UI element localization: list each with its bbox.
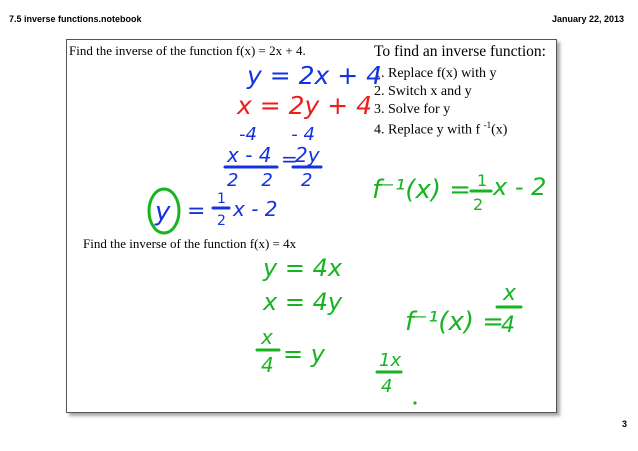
p2-answer-den: 4 <box>501 313 515 338</box>
p1-line4-num-left: x - 4 <box>227 143 272 167</box>
step-3: 3. Solve for y <box>374 102 451 117</box>
p2-line3-num: x <box>261 325 273 349</box>
step-4-text: 4. Replace y with f <box>374 122 481 138</box>
page-number: 3 <box>621 419 627 429</box>
handwriting-layer <box>67 40 556 412</box>
step-1: 1. Replace f(x) with y <box>374 66 497 81</box>
step-2: 2. Switch x and y <box>374 84 472 99</box>
p1-answer-tail: x - 2 <box>493 173 547 201</box>
p1-line5-tail: x - 2 <box>233 197 278 221</box>
notebook-page <box>66 39 557 413</box>
p1-answer-num: 1 <box>477 171 488 190</box>
notebook-date: January 22, 2013 <box>551 14 624 24</box>
p1-line2: x = 2y + 4 <box>237 91 373 120</box>
p2-line3-den: 4 <box>261 353 274 377</box>
p1-line4-num-right: 2y <box>295 143 320 167</box>
p1-line5-den: 2 <box>217 213 226 229</box>
p2-answer-num: x <box>503 281 517 306</box>
p1-line5-y: y <box>155 197 171 227</box>
p1-line4-den-right: 2 <box>301 170 313 191</box>
p2-line2: x = 4y <box>263 288 343 316</box>
p1-answer-den: 2 <box>473 195 484 214</box>
p1-answer-lead: f⁻¹(x) = <box>372 175 472 205</box>
p1-line4-den-left: 2 2 <box>227 170 273 191</box>
p1-line1: y = 2x + 4 <box>247 61 383 90</box>
p2-note-num: 1x <box>379 350 402 371</box>
step-4-tail: (x) <box>491 122 508 138</box>
problem-2-prompt: Find the inverse of the function f(x) = 4x <box>83 236 297 251</box>
problem-1-prompt: Find the inverse of the function f(x) = 2x + 4. <box>69 43 306 58</box>
p2-note-dot <box>413 401 416 404</box>
notebook-filename: 7.5 inverse functions.notebook <box>9 14 142 24</box>
p2-line1: y = 4x <box>263 254 343 282</box>
p2-note-den: 4 <box>381 376 393 397</box>
p1-line3: -4 - 4 <box>239 124 315 145</box>
p1-line5-num: 1 <box>217 191 226 207</box>
steps-title: To find an inverse function: <box>374 43 546 60</box>
p2-line3-tail: = y <box>283 340 325 368</box>
p1-line4-eq: = <box>281 147 298 171</box>
p1-line5-eq: = <box>187 199 206 224</box>
step-4-superscript: -1 <box>483 120 492 130</box>
p2-answer-lead: f⁻¹(x) = <box>405 307 505 337</box>
